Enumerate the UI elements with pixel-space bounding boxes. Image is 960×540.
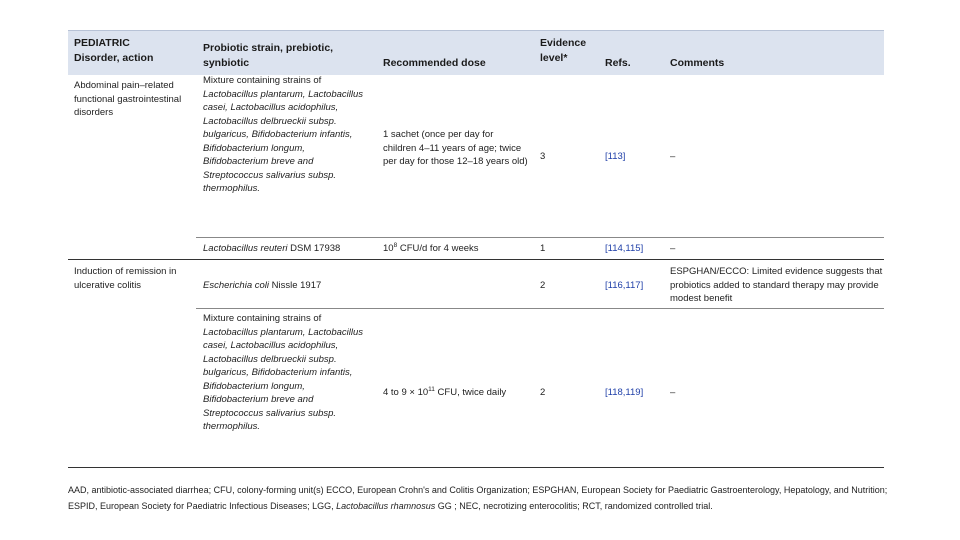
row-divider — [196, 308, 884, 309]
row1-dose: 1 sachet (once per day for children 4–11 years of age; twice per day for those 12–18 years old) — [383, 129, 528, 167]
row4-strain-species: Lactobacillus plantarum, Lactobacillus casei, Lactobacillus acidophilus, Lactobacillus delbrueckii subsp. bulgaricus, Bifidobacterium infantis, Bifidobacterium longum, Bifidobacterium breve and Streptococcus salivarius subsp. thermophilus. — [203, 326, 364, 432]
row-divider — [68, 259, 884, 260]
row-divider — [196, 237, 884, 238]
row2-strain-suffix: DSM 17938 — [287, 243, 341, 254]
row1-strain-species: Lactobacillus plantarum, Lactobacillus casei, Lactobacillus acidophilus, Lactobacillus delbrueckii subsp. bulgaricus, Bifidobacterium infantis, Bifidobacterium longum, Bifidobacterium breve and Streptococcus salivarius subsp. thermophilus. — [203, 88, 364, 194]
row3-disorder: Induction of remission in ulcerative colitis — [74, 266, 177, 291]
row1-refs[interactable]: [113] — [605, 151, 626, 162]
row4-comments: – — [670, 387, 676, 398]
header-comments: Comments — [670, 57, 725, 69]
row4-dose — [383, 386, 533, 400]
header-disorder-action: Disorder, action — [74, 52, 154, 64]
row4-dose-exp: 11 — [428, 385, 435, 393]
row1-comments: – — [670, 151, 676, 162]
header-strain: Probiotic strain, prebiotic, synbiotic — [203, 42, 334, 69]
table-header — [68, 30, 884, 75]
row4-evidence: 2 — [540, 387, 546, 398]
row2-dose-rest: CFU/d for 4 weeks — [397, 243, 479, 254]
row2-refs[interactable]: [114,115] — [605, 243, 644, 254]
row4-dose-rest: CFU, twice daily — [434, 387, 507, 398]
table-bottom-border — [68, 467, 884, 468]
row3-strain-suffix: Nissle 1917 — [269, 280, 322, 291]
row2-strain-species: Lactobacillus reuteri — [203, 243, 288, 254]
row1-disorder: Abdominal pain–related functional gastrointestinal disorders — [74, 80, 182, 118]
row1-strain-intro: Mixture containing strains of — [203, 75, 322, 86]
row2-dose-exp: 8 — [393, 241, 398, 249]
row4-dose-base: 4 to 9 × 10 — [383, 387, 429, 398]
table-footnote — [68, 482, 890, 514]
header-refs: Refs. — [605, 57, 631, 69]
header-dose: Recommended dose — [383, 57, 486, 69]
footnote-lgg-species: Lactobacillus rhamnosus — [336, 501, 436, 511]
header-disorder — [74, 36, 192, 66]
row3-comments: ESPGHAN/ECCO: Limited evidence suggests that probiotics added to standard therapy may provide modest benefit — [670, 266, 883, 304]
row3-strain-species: Escherichia coli — [203, 280, 269, 291]
row2-comments: – — [670, 243, 676, 254]
row3-refs[interactable]: [116,117] — [605, 280, 644, 291]
row1-evidence: 3 — [540, 151, 546, 162]
row4-strain — [203, 312, 363, 434]
row4-refs[interactable]: [118,119] — [605, 387, 644, 398]
header-pediatric: PEDIATRIC — [74, 37, 130, 49]
footnote-text-end: GG ; NEC, necrotizing enterocolitis; RCT, randomized controlled trial. — [435, 501, 713, 511]
header-evidence: Evidence level* — [540, 37, 587, 64]
row2-evidence: 1 — [540, 243, 546, 254]
row2-strain — [203, 242, 378, 256]
row1-strain — [203, 74, 363, 196]
footnote-text: AAD, antibiotic-associated diarrhea; CFU, colony-forming unit(s) ECCO, European Crohn's and Colitis Organization; ESPGHAN, European Society for Paediatric Gastroenterology, Hepatology, and Nutrition; ESPID, European Society for Paediatric Infectious Diseases; LGG, — [68, 485, 888, 511]
row2-dose-base: 10 — [383, 243, 394, 254]
row4-strain-intro: Mixture containing strains of — [203, 313, 322, 324]
row3-evidence: 2 — [540, 280, 546, 291]
row3-strain — [203, 279, 378, 293]
row2-dose — [383, 242, 533, 256]
